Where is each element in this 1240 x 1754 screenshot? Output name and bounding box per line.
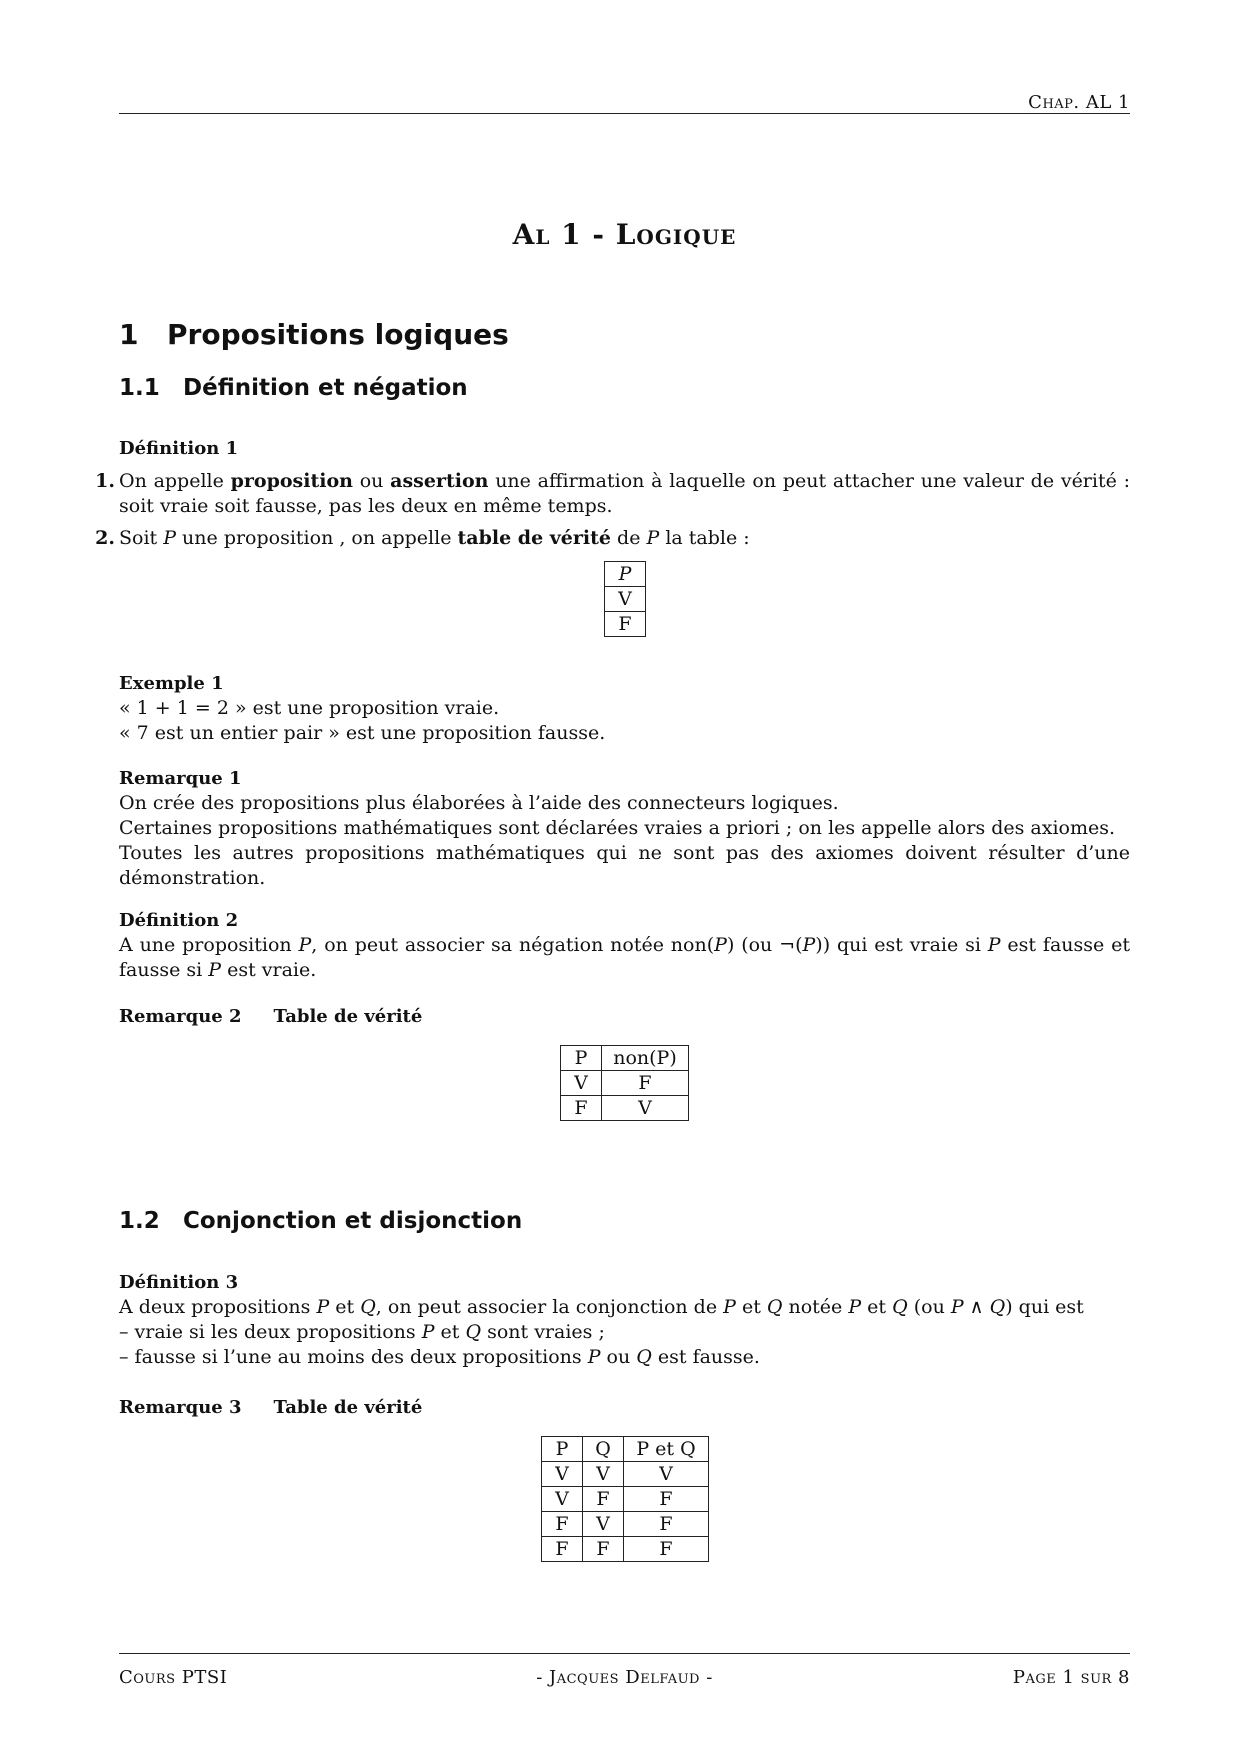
table-cell: F [624, 1512, 709, 1537]
remark-label: Remarque 1 [119, 768, 242, 789]
table-cell: F [605, 612, 646, 637]
section-heading [119, 318, 509, 352]
truth-table-negation [560, 1045, 689, 1121]
definition-bullet: – vraie si les deux propositions P et Q sont vraies ; [119, 1321, 605, 1343]
table-cell: F [624, 1537, 709, 1562]
table-cell: V [602, 1096, 689, 1121]
section-title: Propositions logiques [167, 318, 509, 351]
table-cell: F [583, 1487, 624, 1512]
definition-item: Soit P une proposition , on appelle table de vérité de P la table : [119, 527, 750, 549]
definition-label: Définition 3 [119, 1272, 239, 1293]
footer-course: Cours PTSI [119, 1667, 228, 1688]
table-cell: V [605, 587, 646, 612]
table-cell: F [561, 1096, 602, 1121]
definition-label: Définition 2 [119, 910, 239, 931]
definition-text: A deux propositions P et Q, on peut associer la conjonction de P et Q notée P et Q (ou P ∧ Q) qui est [119, 1296, 1084, 1318]
header-rule [119, 113, 1130, 114]
table-cell: F [583, 1537, 624, 1562]
table-cell: F [624, 1487, 709, 1512]
remark-label: Remarque 2 Table de vérité [119, 1006, 423, 1027]
enum-number: 1. [95, 470, 115, 492]
subsection-number: 1.1 [119, 375, 160, 401]
definition-item: On appelle proposition ou assertion une affirmation à laquelle on peut attacher une valeur de vérité : soit vraie soit fausse, pas les deux en même temps. [119, 470, 1131, 517]
subsection-heading [119, 374, 468, 402]
running-header: Chap. AL 1 [1028, 92, 1130, 113]
page-title: Al 1 - Logique [512, 218, 737, 251]
table-header-cell: P [605, 562, 646, 587]
table-header-cell: non(P) [602, 1046, 689, 1071]
example-line: « 7 est un entier pair » est une proposition fausse. [119, 722, 606, 744]
table-header-cell: P [561, 1046, 602, 1071]
example-line: « 1 + 1 = 2 » est une proposition vraie. [119, 697, 500, 719]
remark-line: Certaines propositions mathématiques sont déclarées vraies a priori ; on les appelle alors des axiomes. [119, 817, 1116, 839]
table-cell: F [602, 1071, 689, 1096]
table-header-cell: P et Q [624, 1437, 709, 1462]
subsection-number: 1.2 [119, 1208, 160, 1234]
footer-rule [119, 1653, 1130, 1654]
truth-table-p [604, 561, 646, 637]
table-cell: V [542, 1462, 583, 1487]
example-label: Exemple 1 [119, 673, 224, 694]
remark-label: Remarque 3 Table de vérité [119, 1397, 423, 1418]
subsection-heading [119, 1207, 522, 1235]
table-cell: F [542, 1537, 583, 1562]
footer-page-number: Page 1 sur 8 [1012, 1667, 1130, 1688]
remark-line: On crée des propositions plus élaborées à l’aide des connecteurs logiques. [119, 792, 839, 814]
table-cell: F [542, 1512, 583, 1537]
definition-bullet: – fausse si l’une au moins des deux propositions P ou Q est fausse. [119, 1346, 760, 1368]
table-cell: V [624, 1462, 709, 1487]
truth-table-conjunction [541, 1436, 709, 1562]
section-number: 1 [119, 318, 139, 351]
table-cell: V [561, 1071, 602, 1096]
definition-text: A une proposition P, on peut associer sa négation notée non(P) (ou ¬(P)) qui est vraie si P est fausse et fausse si P est vraie. [119, 934, 1130, 981]
table-cell: V [583, 1512, 624, 1537]
table-header-cell: Q [583, 1437, 624, 1462]
definition-label: Définition 1 [119, 438, 239, 459]
subsection-title: Conjonction et disjonction [183, 1208, 523, 1234]
table-cell: V [583, 1462, 624, 1487]
table-header-cell: P [542, 1437, 583, 1462]
remark-line: Toutes les autres propositions mathématiques qui ne sont pas des axiomes doivent résulter d’une démonstration. [119, 842, 1130, 889]
subsection-title: Définition et négation [183, 375, 468, 401]
footer-author: - Jacques Delfaud - [536, 1667, 713, 1688]
enum-number: 2. [95, 527, 115, 549]
table-cell: V [542, 1487, 583, 1512]
